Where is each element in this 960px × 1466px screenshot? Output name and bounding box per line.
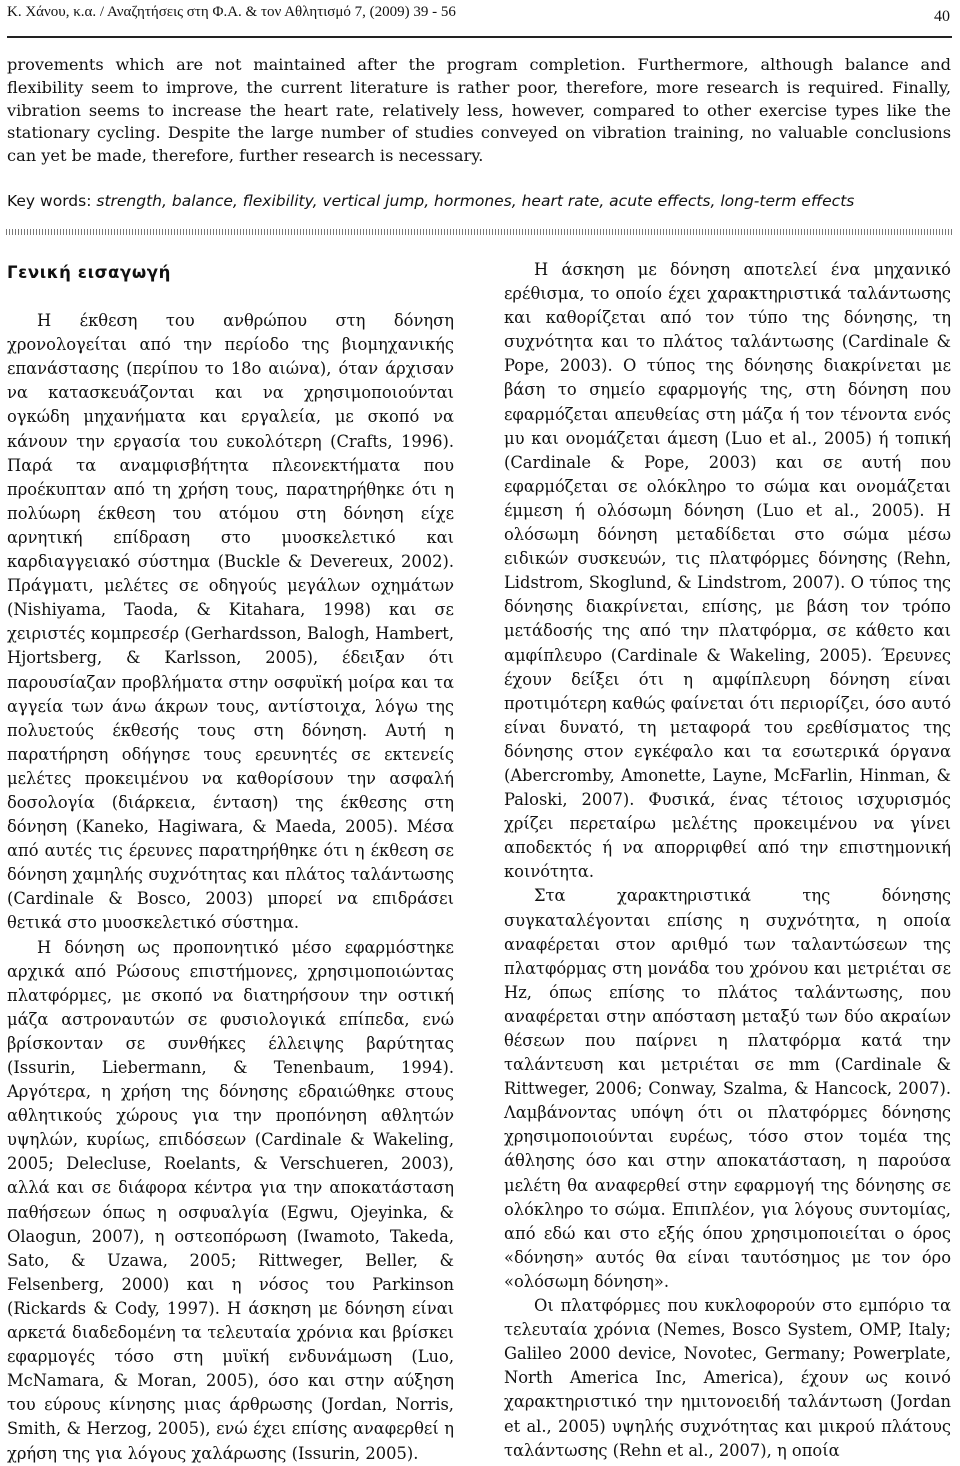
left-paragraph-2: Η δόνηση ως προπονητικό μέσο εφαρμόστηκε αρχικά από Ρώσους επιστήμονες, χρησιμοποιώντας πλατφόρμες, με σκοπό να διατηρήσουν την οστική μάζα αστροναυτών σε φυσιολογικά επίπεδα, ενώ βρίσκονταν σε συνθήκες έλλειψης βαρύτητας (Issurin, Liebermann, & Tenenbaum, 1994). Αργότερα, η χρήση της δόνησης εδραιώθηκε στους αθλητικούς χώρους για την προπόνηση αθλητών υψηλών, κυρίως, επιδόσεων (Cardinale & Wakeling, 2005; Delecluse, Roelants, & Verschueren, 2003), αλλά και σε διάφορα κέντρα για την αποκατάσταση παθήσεων όπως η οσφυαλγία (Egwu, Ojeyinka, & Olaogun, 2007), η οστεοπόρωση (Iwamoto, Takeda, Sato, & Uzawa, 2005; Rittweger, Beller, & Felsenberg, 2000) και η νόσος του Parkinson (Rickards & Cody, 1997). Η άσκηση με δόνηση είναι αρκετά διαδεδομένη τα τελευταία χρόνια και βρίσκει εφαρμογές τόσο στη μυϊκή ενδυνάμωση (Luo, McNamara, & Moran, 2005), όσο και στην αύξηση του εύρους κίνησης μιας άρθρωσης (Jordan, Norris, Smith, & Herzog, 2005), ενώ έχει επίσης αναφερθεί η χρήση της για λόγους χαλάρωσης (Issurin, 2005). xyxy=(7,937,454,1463)
journal-citation: Κ. Χάνου, κ.α. / Αναζητήσεις στη Φ.Α. & τον Αθλητισμό 7, (2009) 39 - 56 xyxy=(7,4,456,20)
right-paragraph-1: Η άσκηση με δόνηση αποτελεί ένα μηχανικό ερέθισμα, το οποίο έχει χαρακτηριστικά ταλάντωσης και καθορίζεται από τον τύπο της δόνησης, τη συχνότητα και το πλάτος ταλάντωσης (Cardinale & Pope, 2003). Ο τύπος της δόνησης διακρίνεται με βάση το σημείο εφαρμογής της, στη δόνηση που εφαρμόζεται απευθείας στη μάζα ή τον τένοντα ενός μυ και ονομάζεται άμεση (Luo et al., 2005) ή τοπική (Cardinale & Pope, 2003) και σε αυτή που εφαρμόζεται σε ολόκληρο το σώμα και ονομάζεται έμμεση ή ολόσωμη δόνηση (Luo et al., 2005). Η ολόσωμη δόνηση μεταδίδεται στο σώμα μέσω ειδικών συσκευών, τις πλατφόρμες δόνησης (Rehn, Lidstrom, Skoglund, & Lindstrom, 2007). Ο τύπος της δόνησης διακρίνεται, επίσης, με βάση τον τρόπο μετάδοσής της από την πλατφόρμα, σε κάθετο και αμφίπλευρο (Cardinale & Wakeling, 2005). Έρευνες έχουν δείξει ότι η αμφίπλευρη δόνηση είναι προτιμότερη καθώς φαίνεται ότι περιορίζει, όσο αυτό είναι δυνατό, τη μεταφορά του ερεθίσματος της δόνησης στον εγκέφαλο και τα εσωτερικά όργανα (Abercromby, Amonette, Layne, McFarlin, Hinman, & Paloski, 2007). Φυσικά, ένας τέτοιος ισχυρισμός χρίζει περεταίρω μελέτης προκειμένου να γίνει αποδεκτός ή να απορριφθεί από την επιστημονική κοινότητα. xyxy=(504,260,951,882)
section-heading: Γενική εισαγωγή xyxy=(7,263,171,282)
keywords-list: strength, balance, flexibility, vertical jump, hormones, heart rate, acute effects, long-term effects xyxy=(96,192,855,210)
header-rule xyxy=(7,36,952,38)
page-number: 40 xyxy=(934,8,950,25)
abstract xyxy=(7,54,951,168)
left-column xyxy=(7,258,454,1466)
abstract-text: provements which are not maintained after the program completion. Furthermore, although balance and flexibility seem to improve, the current literature is rather poor, therefore, more research is required. Finally, vibration seems to increase the heart rate, relatively less, however, compared to other exercise types like the stationary cycling. Despite the large number of studies conveyed on vibration training, no valuable conclusions can yet be made, therefore, further research is necessary. xyxy=(7,55,951,166)
keywords-line xyxy=(7,190,951,212)
section-divider xyxy=(6,229,952,235)
right-column xyxy=(504,258,951,1463)
right-paragraph-2: Στα χαρακτηριστικά της δόνησης συγκαταλέγονται επίσης η συχνότητα, η οποία αναφέρεται στον αριθμό των ταλαντώσεων της πλατφόρμας στη μονάδα του χρόνου και μετριέται σε Hz, όπως επίσης το πλάτος ταλάντωσης, που αναφέρεται στην απόσταση μεταξύ των δύο ακραίων θέσεων που παίρνει η πλατφόρμα κατά την ταλάντευση και μετριέται σε mm (Cardinale & Rittweger, 2006; Conway, Szalma, & Hancock, 2007). Λαμβάνοντας υπόψη ότι οι πλατφόρμες δόνησης χρησιμοποιούνται ευρέως, τόσο στον τομέα της άθλησης όσο και στην αποκατάσταση, η παρούσα μελέτη θα αναφερθεί στην εφαρμογή της δόνησης σε ολόκληρο το σώμα. Επιπλέον, για λόγους συντομίας, από εδώ και στο εξής όπου χρησιμοποιείται ο όρος «δόνηση» αυτός θα είναι ταυτόσημος με τον όρο «ολόσωμη δόνηση». xyxy=(504,886,951,1291)
keywords-label: Key words: xyxy=(7,192,92,210)
left-paragraph-1: Η έκθεση του ανθρώπου στη δόνηση χρονολογείται από την περίοδο της βιομηχανικής επανάστασης (περίπου το 18ο αιώνα), όταν άρχισαν να κατασκευάζονται και να χρησιμοποιούνται ογκώδη μηχανήματα και εργαλεία, με σκοπό να κάνουν την εργασία του ευκολότερη (Crafts, 1996). Παρά τα αναμφισβήτητα πλεονεκτήματα που προέκυπταν από τη χρήση τους, παρατηρήθηκε ότι η πολύωρη έκθεση του ατόμου στη δόνηση είχε αρνητική επίδραση στο μυοσκελετικό και καρδιαγγειακό σύστημα (Buckle & Devereux, 2002). Πράγματι, μελέτες σε οδηγούς μεγάλων οχημάτων (Nishiyama, Taoda, & Kitahara, 1998) και σε χειριστές κομπρεσέρ (Gerhardsson, Balogh, Hambert, Hjortsberg, & Karlsson, 2005), έδειξαν ότι παρουσίαζαν προβλήματα στην οσφυϊκή μοίρα και τα αγγεία των άνω άκρων τους, αντίστοιχα, λόγω της πολυετούς έκθεσής τους στη δόνηση. Αυτή η παρατήρηση οδήγησε τους ερευνητές σε εκτενείς μελέτες προκειμένου να καθορίσουν την ασφαλή δοσολογία (διάρκεια, ένταση) της έκθεσης στη δόνηση (Kaneko, Hagiwara, & Maeda, 2005). Μέσα από αυτές τις έρευνες παρατηρήθηκε ότι η έκθεση σε δόνηση χαμηλής συχνότητας και πλάτος ταλάντωσης (Cardinale & Bosco, 2003) μπορεί να επιδράσει θετικά στο μυοσκελετικό σύστημα. xyxy=(7,311,454,933)
right-paragraph-3: Οι πλατφόρμες που κυκλοφορούν στο εμπόριο τα τελευταία χρόνια (Nemes, Bosco System, OMP, Italy; Galileo 2000 device, Novotec, Germany; Powerplate, North America Inc, America), έχουν ως κοινό χαρακτηριστικό την ημιτονοειδή ταλάντωση (Jordan et al., 2005) υψηλής συχνότητας και μικρού πλάτους ταλάντωσης (Rehn et al., 2007), η οποία xyxy=(504,1296,951,1460)
running-header xyxy=(7,4,950,30)
